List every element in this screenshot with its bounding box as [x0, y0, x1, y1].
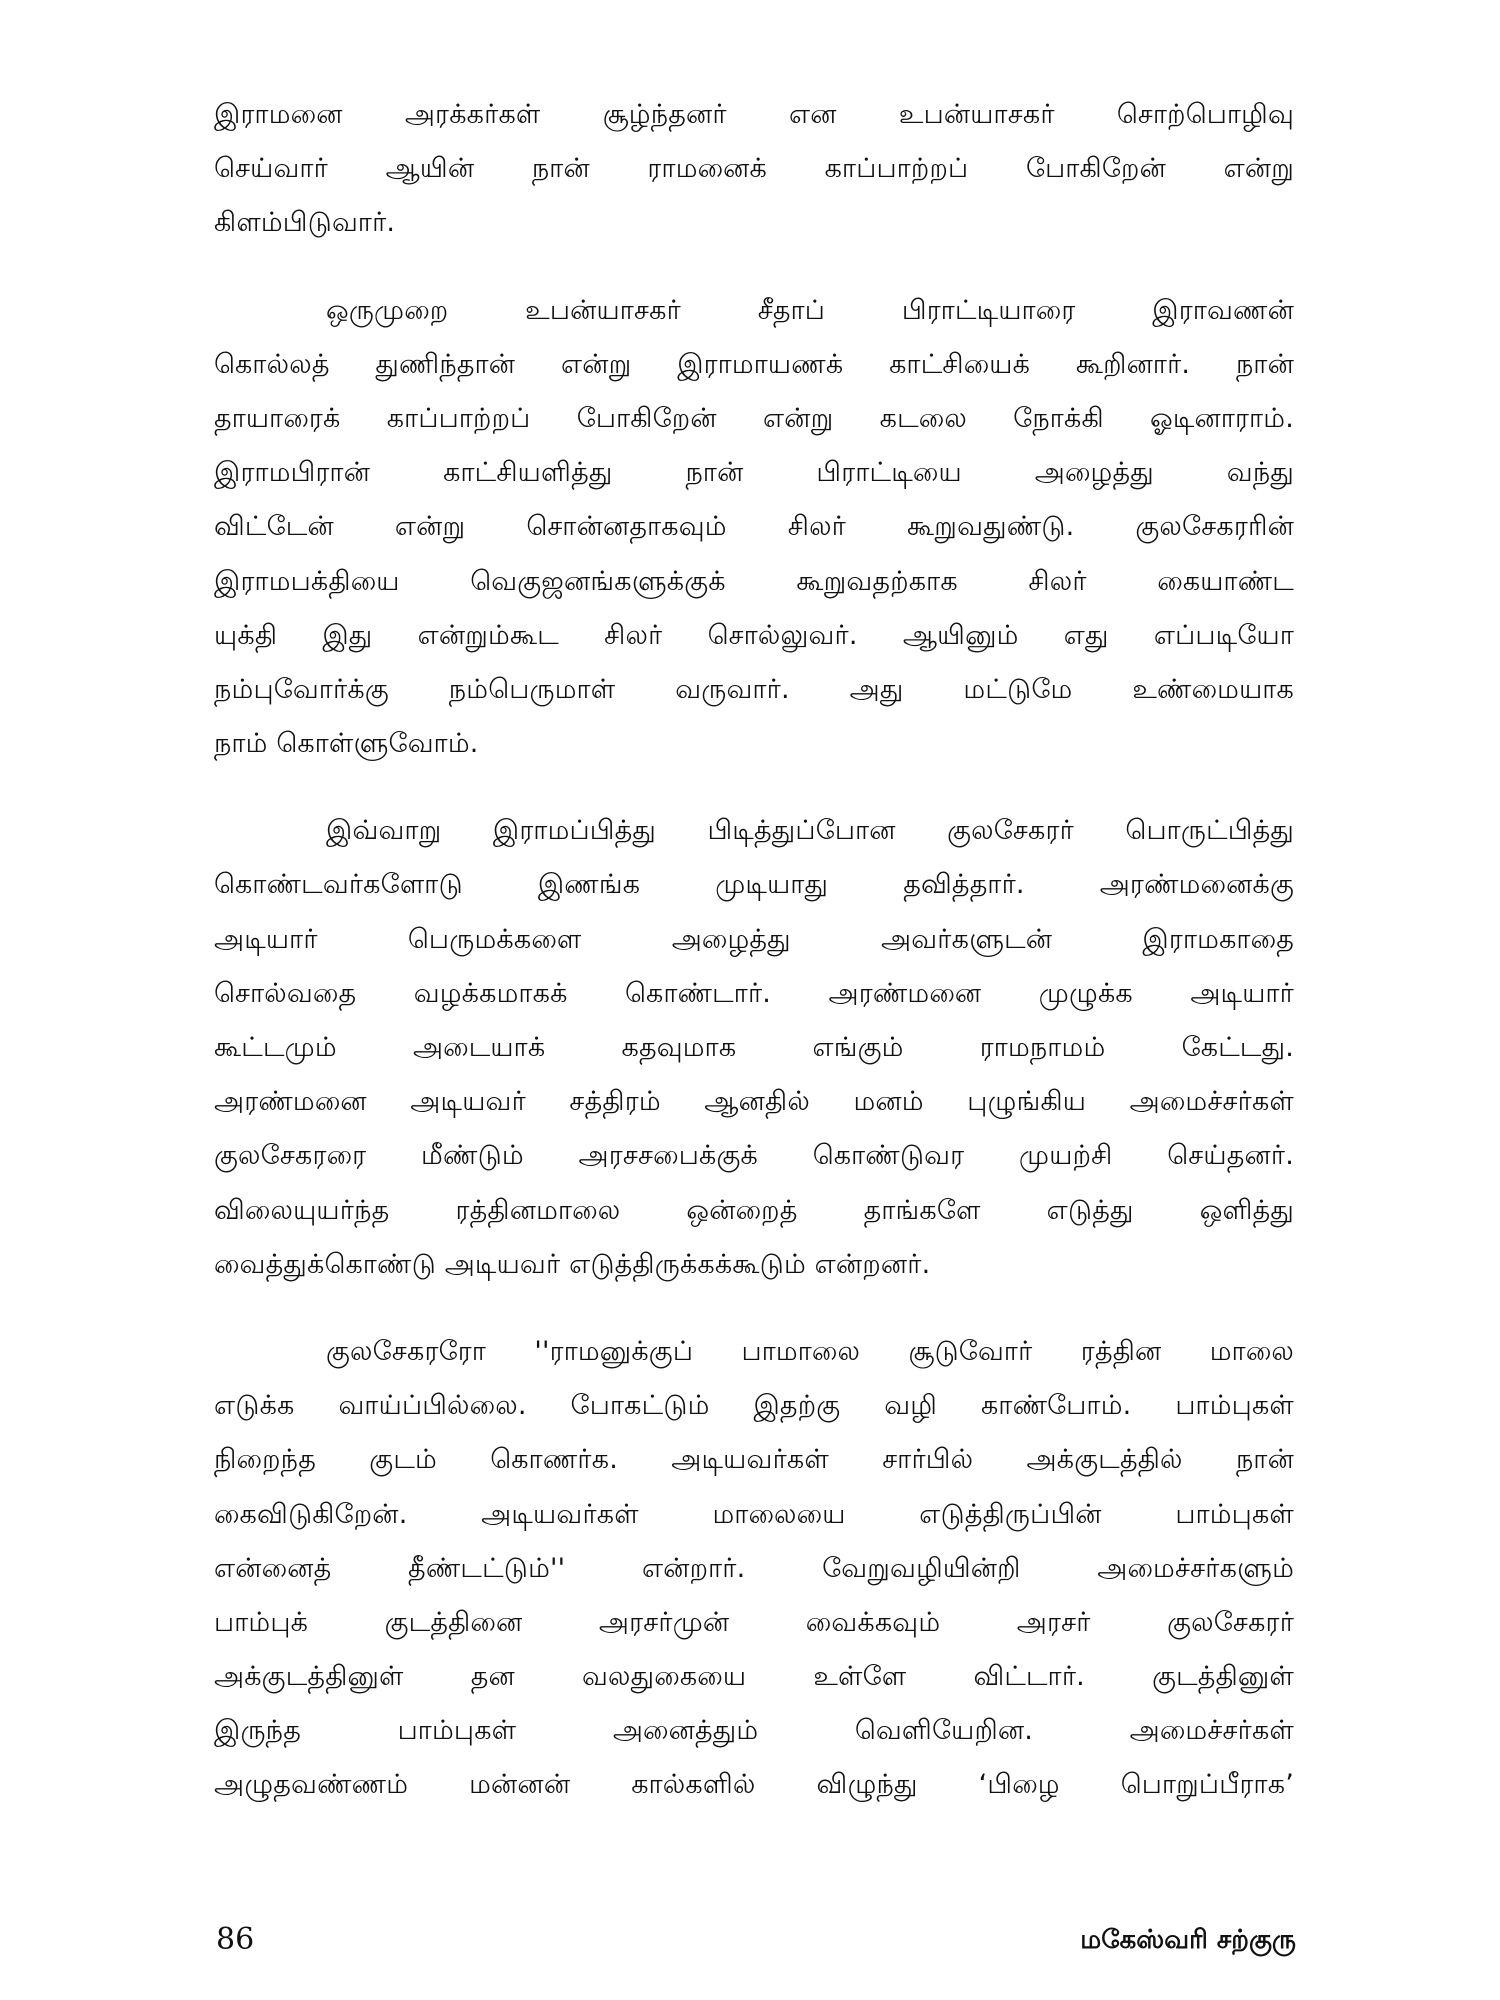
text-line: நம்புவோர்க்கு நம்பெருமாள் வருவார். அது மட்டுமே உண்மையாக: [214, 673, 1294, 705]
author-name: மகேஸ்வரி சற்குரு: [1080, 1925, 1296, 1955]
paragraph: [214, 1325, 1294, 1813]
paragraph: [214, 284, 1294, 772]
text-line: அழுதவண்ணம் மன்னன் கால்களில் விழுந்து ‘பிழை பொறுப்பீராக’: [214, 1769, 1294, 1801]
text-line: கிளம்பிடுவார்.: [214, 207, 396, 239]
text-line: இருந்த பாம்புகள் அனைத்தும் வெளியேறின. அமைச்சர்கள்: [214, 1715, 1294, 1747]
text-line: என்னைத் தீண்டட்டும்'' என்றார். வேறுவழியின்றி அமைச்சர்களும்: [214, 1552, 1294, 1584]
paragraph: [214, 804, 1294, 1292]
paragraph-gap: [214, 251, 1294, 284]
text-line: நாம் கொள்ளுவோம்.: [214, 728, 479, 760]
text-line: அடியார் பெருமக்களை அழைத்து அவர்களுடன் இராமகாதை: [214, 923, 1294, 955]
text-line: ஒருமுறை உபன்யாசகர் சீதாப் பிராட்டியாரை இராவணன்: [326, 294, 1294, 326]
text-line: அரண்மனை அடியவர் சத்திரம் ஆனதில் மனம் புழுங்கிய அமைச்சர்கள்: [214, 1086, 1294, 1118]
text-line: குலசேகரரை மீண்டும் அரசசபைக்குக் கொண்டுவர முயற்சி செய்தனர்.: [214, 1140, 1294, 1172]
paragraph: [214, 88, 1294, 251]
text-line: சொல்வதை வழக்கமாகக் கொண்டார். அரண்மனை முழுக்க அடியார்: [214, 977, 1294, 1009]
text-line: கொல்லத் துணிந்தான் என்று இராமாயணக் காட்சியைக் கூறினார். நான்: [214, 348, 1294, 380]
text-line: இராமபிரான் காட்சியளித்து நான் பிராட்டியை அழைத்து வந்து: [214, 457, 1294, 489]
text-line: பாம்புக் குடத்தினை அரசர்முன் வைக்கவும் அரசர் குலசேகரர்: [214, 1606, 1294, 1638]
text-line: விலையுயர்ந்த ரத்தினமாலை ஒன்றைத் தாங்களே எடுத்து ஒளித்து: [214, 1194, 1294, 1226]
text-line: வைத்துக்கொண்டு அடியவர் எடுத்திருக்கக்கூடும் என்றனர்.: [214, 1248, 931, 1280]
page-number: 86: [216, 1922, 255, 1957]
text-line: கூட்டமும் அடையாக் கதவுமாக எங்கும் ராமநாமம் கேட்டது.: [214, 1032, 1294, 1063]
text-line: குலசேகரரோ ''ராமனுக்குப் பாமாலை சூடுவோர் ரத்தின மாலை: [326, 1335, 1294, 1367]
text-line: செய்வார் ஆயின் நான் ராமனைக் காப்பாற்றப் போகிறேன் என்று: [214, 153, 1294, 185]
text-line: இராமபக்தியை வெகுஜனங்களுக்குக் கூறுவதற்காக சிலர் கையாண்ட: [214, 565, 1294, 597]
text-line: அக்குடத்தினுள் தன வலதுகையை உள்ளே விட்டார். குடத்தினுள்: [214, 1661, 1294, 1693]
body-text: [214, 88, 1294, 1813]
page-footer: [216, 1920, 1296, 1960]
text-line: யுக்தி இது என்றும்கூட சிலர் சொல்லுவர். ஆயினும் எது எப்படியோ: [214, 619, 1294, 651]
text-line: விட்டேன் என்று சொன்னதாகவும் சிலர் கூறுவதுண்டு. குலசேகரரின்: [214, 511, 1294, 543]
text-line: இவ்வாறு இராமப்பித்து பிடித்துப்போன குலசேகரர் பொருட்பித்து: [326, 815, 1294, 847]
text-line: எடுக்க வாய்ப்பில்லை. போகட்டும் இதற்கு வழி காண்போம். பாம்புகள்: [214, 1390, 1294, 1422]
text-line: தாயாரைக் காப்பாற்றப் போகிறேன் என்று கடலை நோக்கி ஓடினாராம்.: [214, 402, 1294, 434]
paragraph-gap: [214, 771, 1294, 804]
text-line: இராமனை அரக்கர்கள் சூழ்ந்தனர் என உபன்யாசகர் சொற்பொழிவு: [214, 99, 1294, 130]
text-line: கொண்டவர்களோடு இணங்க முடியாது தவித்தார். அரண்மனைக்கு: [214, 869, 1294, 901]
text-line: நிறைந்த குடம் கொணர்க. அடியவர்கள் சார்பில் அக்குடத்தில் நான்: [214, 1444, 1294, 1476]
paragraph-gap: [214, 1292, 1294, 1325]
text-line: கைவிடுகிறேன். அடியவர்கள் மாலையை எடுத்திருப்பின் பாம்புகள்: [214, 1498, 1294, 1530]
